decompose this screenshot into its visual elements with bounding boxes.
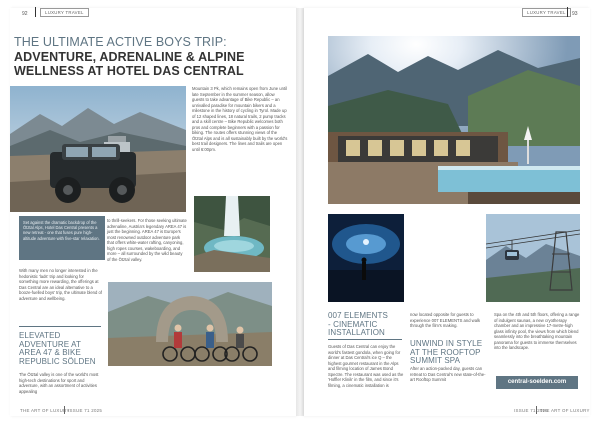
subhead-area47 — [19, 332, 109, 366]
article-title-bold-line2: WELLNESS AT HOTEL DAS CENTRAL — [14, 64, 244, 78]
left-footer-magazine: THE ART OF LUXURY — [20, 408, 70, 413]
subhead-007-line2: - CINEMATIC — [328, 319, 378, 329]
left-tag-bar — [35, 7, 36, 17]
website-url-link[interactable]: central-soelden.com — [496, 376, 578, 389]
right-footer-issue: ISSUE 71 2025 — [514, 408, 549, 413]
left-column-text: With many men no longer interested in the hedonistic 'lads' trip and looking for something more rewarding, the offerings at Das Central are an ideal alternative to a booze-fuelled boys' trip, the ultimate blend of adventure and wellbeing. — [19, 268, 102, 301]
middle-column-text: to thrill-seekers. For those seeking ultimate adrenaline, Austria's legendary AREA 47 is just the beginning. AREA 47 is Europe's most renowned outdoor adventure park that offers white-water rafting, canyoning, high ropes courses, wakeboarding, and more – all surrounded by the wild beauty of the Ötztal valley. — [107, 218, 187, 262]
subhead-007-line3: INSTALLATION — [328, 328, 385, 338]
article-title-light: THE ULTIMATE ACTIVE BOYS TRIP: — [14, 35, 227, 49]
right-section-tag: LUXURY TRAVEL — [522, 8, 571, 17]
subhead-spa-line3: SUMMIT SPA — [410, 356, 461, 366]
subhead-area47-line2: ADVENTURE AT — [19, 339, 81, 349]
right-page-number: 93 — [572, 11, 578, 17]
offroad-vehicle-photo — [10, 86, 186, 212]
subhead-spa-line1: UNWIND IN STYLE — [410, 339, 483, 348]
left-footer-bar — [64, 406, 65, 414]
article-title-bold — [14, 50, 284, 78]
waterfall-photo — [194, 196, 270, 272]
left-footer-issue: ISSUE 71 2025 — [68, 408, 103, 413]
right-column3-text: Spa on the 4th and 5th floors, offering a range of indulgent saunas, a new cryotherapy chamber and an impressive 17-metre-high glass infinity pool, the views from which blend seamlessly into the breathtaking mountain panorama for guests to immerse themselves into the landscape. — [494, 312, 580, 350]
subhead-area47-body: The Ötztal valley is one of the world's most high-tech destinations for sport and adventure, with an assortment of activities appealing — [19, 372, 99, 394]
right-footer-magazine: THE ART OF LUXURY — [540, 408, 590, 413]
subhead-divider — [19, 326, 101, 327]
right-column1-text: Guests of Das Central can enjoy the world's fastest gondola, when going for dinner at Das Central's ice Q – the highest gourmet restaurant in the Alps and filming location of James Bond Spectre. The restaurant was used as the 'Hoffler Klinik' in the film, and since it's filming, a cinematic installation is — [328, 344, 404, 388]
subhead-007-elements — [328, 312, 412, 338]
subhead-area47-line3: AREA 47 & BIKE — [19, 348, 81, 358]
left-section-tag: LUXURY TRAVEL — [40, 8, 89, 17]
right-column2-text: now located opposite for guests to experience 007 ELEMENTS and walk through the film's making. — [410, 312, 481, 328]
cyclists-stone-arch-photo — [108, 282, 272, 366]
subhead-007-line1: 007 ELEMENTS — [328, 311, 388, 320]
subhead-007-divider — [328, 339, 402, 340]
subhead-area47-line1: ELEVATED — [19, 331, 61, 340]
page-gutter — [296, 8, 304, 416]
article-title-bold-line1: ADVENTURE, ADRENALINE & ALPINE — [14, 50, 245, 64]
subhead-spa-line2: AT THE ROOFTOP — [410, 347, 481, 357]
subhead-area47-line4: REPUBLIC SÖLDEN — [19, 356, 96, 366]
cinematic-installation-photo — [328, 214, 404, 302]
right-tag-bar — [567, 7, 568, 17]
left-page-number: 92 — [22, 11, 28, 17]
subhead-rooftop-spa — [410, 340, 494, 366]
right-column2b-text: After an action-packed day, guests can retreat to Das Central's new state-of-the-art Rooftop Summit — [410, 366, 486, 382]
hotel-rooftop-pool-photo — [328, 36, 580, 204]
gondola-photo — [486, 214, 580, 302]
photo-caption-box: Set against the dramatic backdrop of the Ötztal Alps, Hotel Das Central presents a new retreat - one that fuses pure high-altitude adventure with five-star relaxation. — [19, 216, 105, 260]
intro-column-text: Mountain 3 Pk, which remains open from June until late September in the summer season, allow guests to take advantage of Bike Republic – an unrivalled paradise for mountain bikers and a milestone in the history of cycling in Tyrol. Made up of 12 shaped lines, 18 natural trails, 2 pump tracks and a skill centre – Bike Republic welcomes both pros and complete beginners with a passion for biking. The routes offers stunning views of the Ötztal Alps and is all sustainably built by the world's best trail designers. The lines and trails are open until 6:00pm. — [192, 86, 288, 152]
right-footer-bar — [536, 406, 537, 414]
